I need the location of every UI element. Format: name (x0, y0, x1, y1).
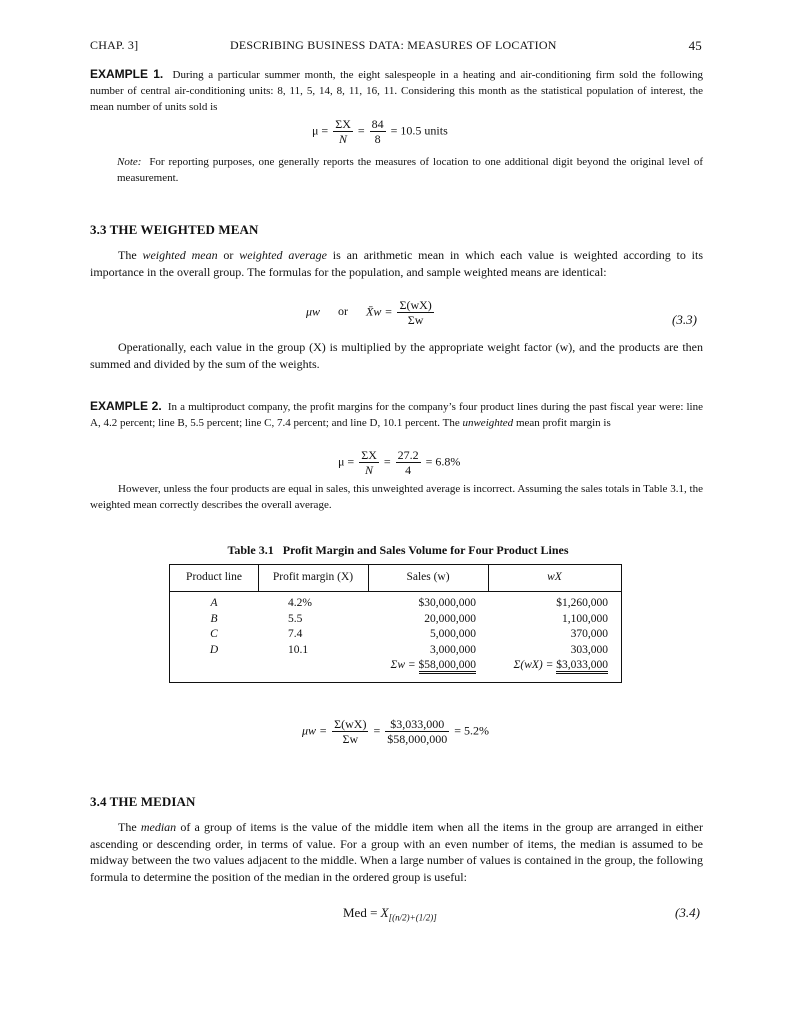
text-span: mean profit margin is (513, 417, 611, 429)
text-span: In a multiproduct company, the profit margins for the company’s four product lines during the past fiscal year were: line A, 4.2 percent; line B, 5.5 percent; line C, 7.4 percent; and line D, 10.1 percent. The (90, 401, 703, 429)
table-header-cell: wX (547, 571, 562, 583)
profit-margin-table (169, 564, 622, 683)
text-span: The (118, 820, 141, 834)
fraction-denominator: N (365, 463, 374, 477)
table-total-wx (488, 658, 608, 674)
table-cell: 370,000 (570, 628, 608, 640)
operational-paragraph: Operationally, each value in the group (X) is multiplied by the appropriate weight factor (w), and the products are then summed and divided by the sum of the weights. (90, 340, 703, 371)
table-header-cell: Sales (w) (406, 571, 450, 583)
table-cell: 20,000,000 (424, 612, 476, 625)
text-span: is an arithmetic mean in which each value is weighted according to its importance in the overall group. The formulas for the population, and sample weighted means are identical: (90, 248, 703, 279)
fraction-denominator: 4 (405, 463, 412, 477)
fraction (332, 717, 368, 746)
term-median: median (140, 820, 177, 834)
text-span: or (217, 248, 240, 262)
table-cell: D (209, 643, 219, 656)
fraction (385, 717, 449, 746)
table-column-margin (288, 596, 348, 658)
fraction-numerator: Σ(wX) (334, 717, 367, 731)
section-heading-3-3: 3.3 THE WEIGHTED MEAN (90, 222, 259, 237)
table-cell: 5.5 (288, 612, 303, 625)
table-cell: C (210, 628, 218, 640)
page-number: 45 (688, 38, 702, 53)
sum-w-label: Σw = (390, 659, 419, 671)
fraction-numerator: $3,033,000 (385, 717, 449, 732)
text-span: of a group of items is the value of the middle item when all the items in the group are arranged in either ascending or descending order, in terms of value. For a group with an even number of items, the median is assumed to be midway between the two values adjacent to the middle. When a large number of values is contained in the group, the following formula to determine the position of the median in the ordered group is useful: (90, 820, 704, 884)
table-number: Table 3.1 (227, 543, 274, 557)
table-title: Profit Margin and Sales Volume for Four Product Lines (282, 543, 569, 557)
eq-result: = 5.2% (454, 723, 489, 738)
eq-lhs: μ = (338, 454, 355, 469)
note-paragraph (117, 154, 703, 186)
eq-result: = 6.8% (425, 454, 461, 469)
table-cell: 1,100,000 (562, 612, 608, 625)
table-cell: B (210, 612, 218, 625)
table-cell: 10.1 (288, 643, 309, 656)
example2-paragraph (90, 398, 703, 431)
fraction (370, 117, 386, 146)
weighted-mean-formula (306, 298, 436, 327)
section-heading-3-4: 3.4 THE MEDIAN (90, 794, 196, 809)
equation-number-3-4: (3.4) (675, 905, 700, 920)
fraction-denominator: Σw (342, 732, 359, 746)
median-paragraph (90, 819, 703, 885)
sum-w-value: $58,000,000 (419, 659, 477, 674)
running-head (90, 38, 702, 54)
mu-w-symbol: μw (306, 304, 321, 319)
fraction (359, 448, 379, 477)
note-text: For reporting purposes, one generally reports the measures of location to one additional digit beyond the original level of measurement. (117, 156, 703, 184)
fraction-denominator: $58,000,000 (387, 732, 448, 746)
equation-number-3-3: (3.3) (672, 312, 697, 327)
fraction-numerator: 27.2 (397, 448, 419, 462)
note-label: Note: (117, 156, 142, 168)
fraction-numerator: Σ(wX) (399, 298, 432, 312)
term-weighted-mean: weighted mean (142, 248, 218, 262)
text-span: The (118, 248, 143, 262)
chapter-label: CHAP. 3] (90, 38, 139, 52)
table-cell: 5,000,000 (430, 628, 476, 640)
eq-result: = 10.5 units (390, 123, 448, 138)
table-caption (170, 543, 626, 558)
median-formula (343, 905, 437, 923)
chapter-title: DESCRIBING BUSINESS DATA: MEASURES OF LOCATION (230, 38, 557, 52)
fraction (396, 448, 421, 477)
table-cell: 7.4 (288, 628, 303, 640)
table-cell: 303,000 (570, 643, 608, 656)
term-unweighted: unweighted (462, 417, 514, 429)
term-weighted-average: weighted average (239, 248, 327, 262)
table-cell: $1,260,000 (556, 597, 608, 609)
weighted-mean-intro (90, 247, 703, 280)
median-x: X (380, 905, 389, 920)
table-column-product (170, 596, 258, 658)
example1-equation: μ = $\frac{\Sigma X}{N}$ = $\frac{84}{8}$ = 10.5 units (312, 117, 448, 146)
eq-lhs: μw = (302, 723, 328, 738)
fraction (397, 298, 433, 327)
example1-text: During a particular summer month, the eight salespeople in a heating and air-conditioning firm sold the following number of central air-conditioning units: 8, 11, 5, 14, 8, 11, 16, 11. Considering this month as the statistical population of interest, the mean number of units sold is (90, 69, 704, 113)
table-column-sales (368, 596, 476, 674)
fraction-numerator: 84 (371, 117, 384, 131)
xbar-w-symbol: X̄w = (366, 304, 393, 319)
fraction-denominator: Σw (407, 313, 424, 327)
fraction-numerator: ΣX (361, 448, 377, 462)
table-header-cell: Profit margin (X) (272, 571, 354, 583)
example1-label: EXAMPLE 1. (90, 67, 164, 81)
table-column-wx (488, 596, 608, 674)
example2-followup: However, unless the four products are equal in sales, this unweighted average is incorrect. Assuming the sales totals in Table 3.1, the weighted mean correctly describes the overall average. (90, 483, 703, 511)
eq-lhs: μ = (312, 123, 329, 138)
table-cell: $30,000,000 (418, 597, 476, 609)
example1-paragraph (90, 66, 703, 115)
fraction-denominator: N (339, 132, 348, 146)
median-subscript: [(n/2)+(1/2)] (388, 912, 437, 923)
table-total-sales (368, 658, 476, 674)
sum-wx-value: $3,033,000 (556, 659, 608, 674)
fraction-numerator: ΣX (335, 117, 351, 131)
or-word: or (338, 304, 349, 319)
fraction-denominator: 8 (374, 132, 381, 146)
table-cell: A (210, 597, 218, 609)
fraction (333, 117, 353, 146)
example2-label: EXAMPLE 2. (90, 399, 162, 413)
table-header-cell: Product line (186, 571, 242, 583)
table-cell: 3,000,000 (430, 643, 476, 656)
eq-lhs: Med = (343, 905, 381, 920)
example2-equation: μ = $\frac{\Sigma X}{N}$ = $\frac{27.2}{4}$ = 6.8% (338, 448, 461, 477)
sum-wx-label: Σ(wX) = (513, 659, 557, 671)
table-cell: 4.2% (288, 597, 312, 609)
weighted-mean-computation: μw = $\frac{\Sigma(wX)}{\Sigma w}$ = $\frac{\$3,033,000}{\$58,000,000}$ = 5.2% (302, 717, 489, 746)
